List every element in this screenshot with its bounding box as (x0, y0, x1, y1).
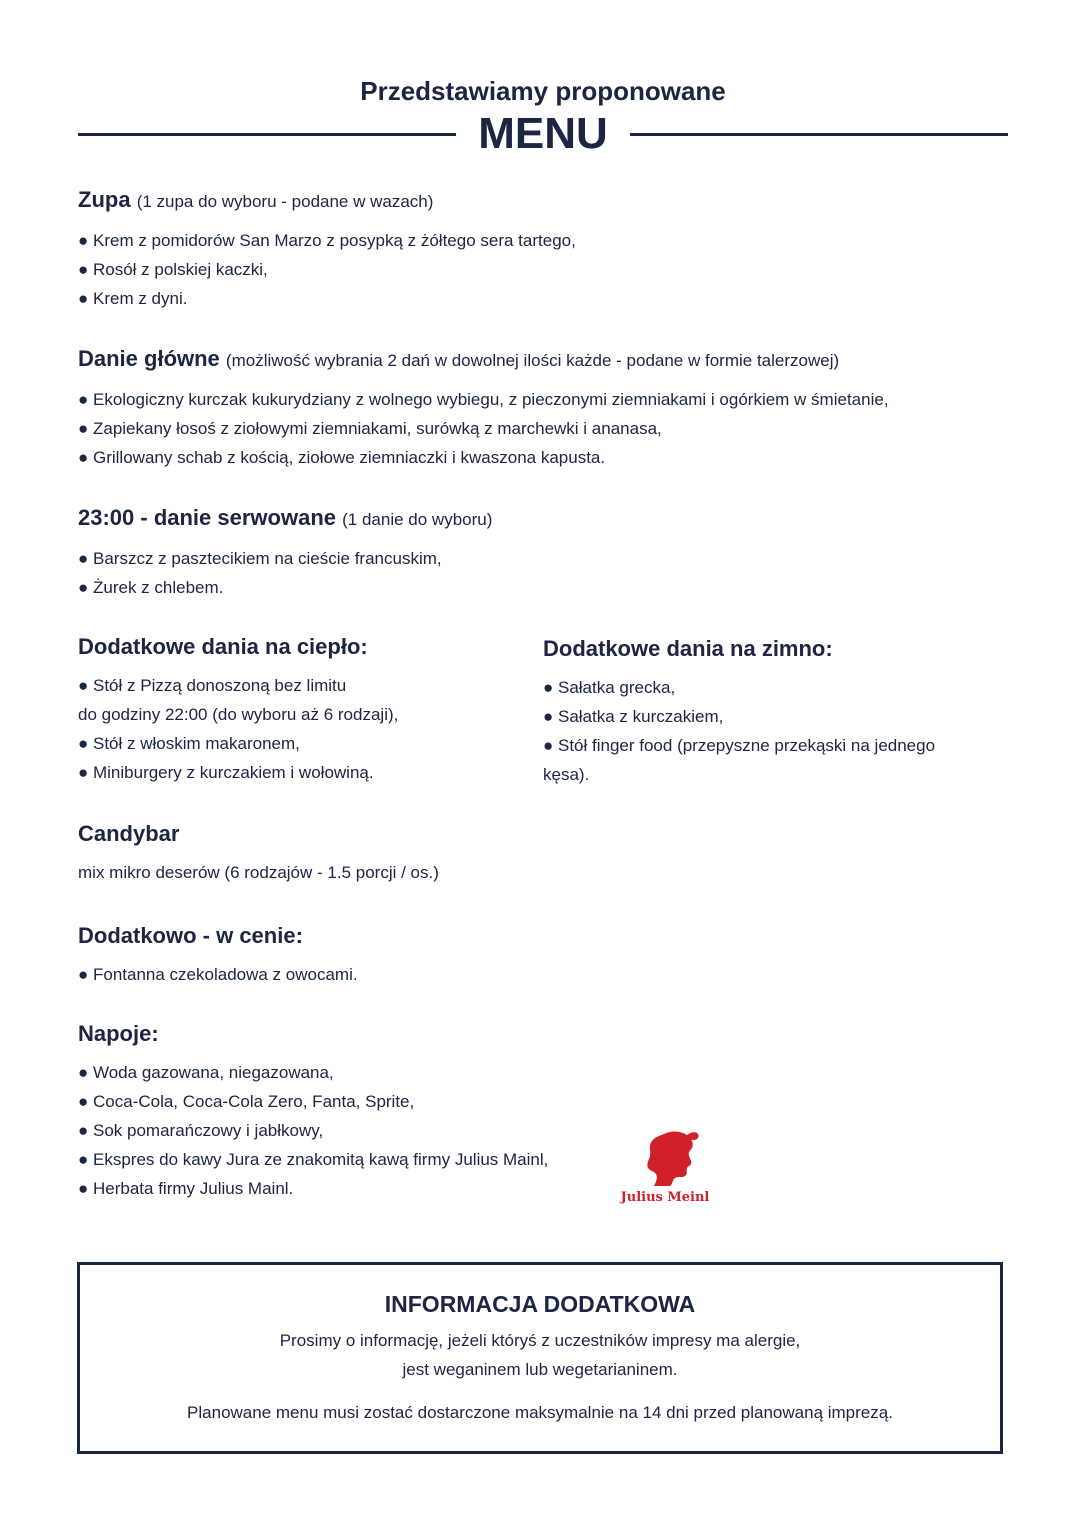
list-item: ● Herbata firmy Julius Mainl. (78, 1179, 294, 1198)
list-item: ● Sałatka grecka, (543, 678, 676, 697)
section-heading: Dodatkowo - w cenie: (78, 923, 303, 948)
section-heading: Dodatkowe dania na zimno: (543, 636, 833, 661)
list-item: ● Ekologiczny kurczak kukurydziany z wolnego wybiegu, z pieczonymi ziemniakami i ogórkiem w śmietanie, (78, 390, 889, 409)
moor-head-icon (612, 1128, 718, 1190)
section-danie-glowne (78, 345, 889, 472)
list-item: ● Stół finger food (przepyszne przekąski na jednego (543, 736, 936, 755)
info-title: INFORMACJA DODATKOWA (384, 1291, 696, 1317)
list-item: ● Rosół z polskiej kaczki, (78, 260, 268, 279)
section-heading: Danie główne (78, 346, 220, 371)
section-heading: Zupa (78, 187, 131, 212)
list-item: ● Miniburgery z kurczakiem i wołowiną. (78, 763, 374, 782)
item-list (78, 671, 398, 787)
list-item: ● Stół z Pizzą donoszoną bez limitu (78, 676, 347, 695)
item-list (78, 1058, 548, 1203)
list-item: ● Sałatka z kurczakiem, (543, 707, 724, 726)
item-list (78, 544, 492, 602)
section-cieplo (78, 633, 398, 787)
section-dodatkowo (78, 922, 358, 989)
info-line-2: jest weganinem lub wegetarianinem. (402, 1360, 678, 1379)
list-item: ● Stół z włoskim makaronem, (78, 734, 300, 753)
section-candybar (78, 820, 439, 887)
candybar-text: mix mikro deserów (6 rodzajów - 1.5 porcji / os.) (78, 863, 439, 882)
page-title: MENU (478, 109, 608, 158)
list-item: kęsa). (543, 765, 590, 784)
item-list (78, 226, 576, 313)
list-item: ● Barszcz z pasztecikiem na cieście francuskim, (78, 549, 442, 568)
list-item: ● Fontanna czekoladowa z owocami. (78, 965, 358, 984)
item-list (78, 385, 889, 472)
list-item: ● Woda gazowana, niegazowana, (78, 1063, 334, 1082)
item-list (543, 673, 935, 789)
list-item: ● Ekspres do kawy Jura ze znakomitą kawą firmy Julius Mainl, (78, 1150, 549, 1169)
section-note: (1 zupa do wyboru - podane w wazach) (136, 192, 434, 211)
section-zimno (543, 635, 935, 789)
list-item: do godziny 22:00 (do wyboru aż 6 rodzaji), (78, 705, 399, 724)
info-line-3: Planowane menu musi zostać dostarczone maksymalnie na 14 dni przed planowaną imprezą. (187, 1403, 893, 1422)
section-note: (możliwość wybrania 2 dań w dowolnej ilości każde - podane w formie talerzowej) (225, 351, 840, 370)
title-divider-right (630, 133, 1008, 136)
info-line-1: Prosimy o informację, jeżeli któryś z uczestników impresy ma alergie, (279, 1331, 801, 1350)
list-item: ● Krem z dyni. (78, 289, 188, 308)
section-danie-2300 (78, 504, 492, 602)
section-napoje (78, 1020, 548, 1203)
item-list (78, 960, 358, 989)
list-item: ● Grillowany schab z kością, ziołowe ziemniaczki i kwaszona kapusta. (78, 448, 606, 467)
list-item: ● Krem z pomidorów San Marzo z posypką z żółtego sera tartego, (78, 231, 576, 250)
info-box (77, 1262, 1003, 1454)
section-heading: 23:00 - danie serwowane (78, 505, 336, 530)
section-zupa (78, 186, 576, 313)
list-item: ● Żurek z chlebem. (78, 578, 224, 597)
logo-text: Julius Meinl (620, 1190, 710, 1205)
page-subtitle: Przedstawiamy proponowane (360, 76, 726, 106)
list-item: ● Coca-Cola, Coca-Cola Zero, Fanta, Sprite, (78, 1092, 415, 1111)
list-item: ● Sok pomarańczowy i jabłkowy, (78, 1121, 324, 1140)
section-note: (1 danie do wyboru) (342, 510, 493, 529)
section-heading: Candybar (78, 821, 180, 846)
list-item: ● Zapiekany łosoś z ziołowymi ziemniakami, surówką z marchewki i ananasa, (78, 419, 662, 438)
julius-meinl-logo (612, 1128, 718, 1210)
section-heading: Dodatkowe dania na ciepło: (78, 634, 368, 659)
section-heading: Napoje: (78, 1021, 159, 1046)
title-row (78, 106, 1008, 162)
